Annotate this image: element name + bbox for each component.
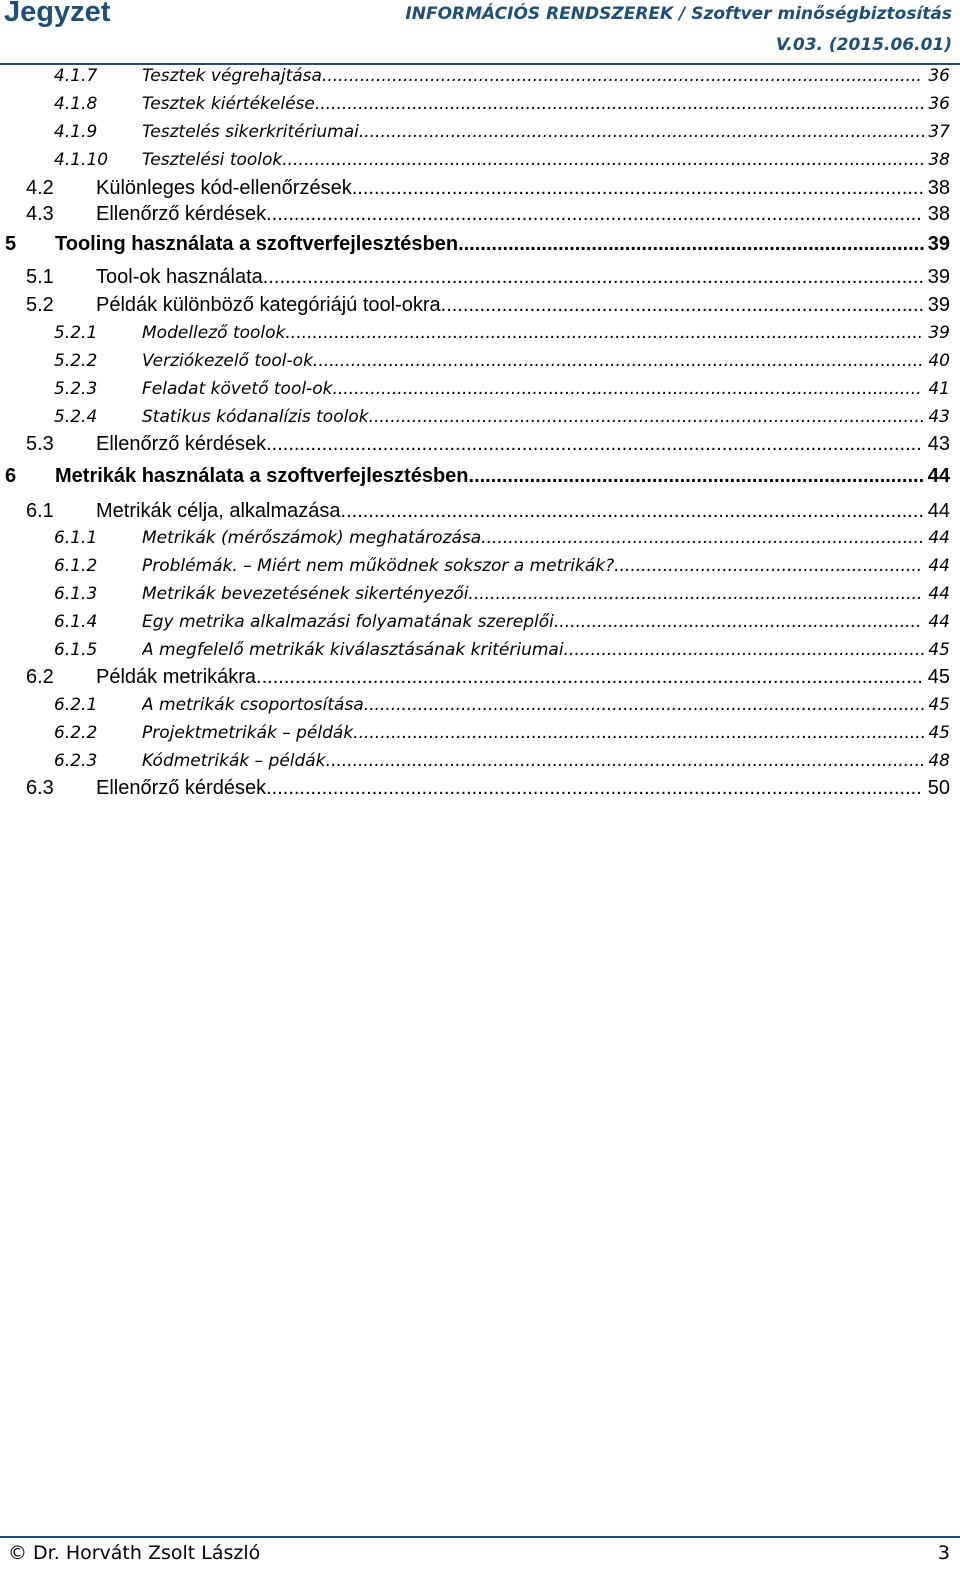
toc-entry-title: Tool-ok használata....................................................................................................................... <box>96 266 925 288</box>
toc-entry-number: 5 <box>5 233 17 255</box>
toc-entry-page: 37 <box>928 122 950 142</box>
toc-entry-title: Metrikák használata a szoftverfejlesztésben.................................................................................. <box>55 465 925 487</box>
toc-entry-page: 44 <box>928 556 950 576</box>
footer-author: © Dr. Horváth Zsolt László <box>8 1542 261 1564</box>
toc-entry-title: Verziókezelő tool-ok................................................................................................................. <box>142 351 924 371</box>
toc-entry-title: Példák különböző kategóriájú tool-okra....................................................................................... <box>96 294 925 316</box>
header-course-title: INFORMÁCIÓS RENDSZEREK / Szoftver minőségbiztosítás <box>405 4 952 24</box>
toc-entry-title: Metrikák célja, alkalmazása......................................................................................................... <box>96 500 924 522</box>
toc-entry-title: Tesztelési toolok....................................................................................................................... <box>142 150 926 170</box>
toc-entry[interactable] <box>0 640 960 666</box>
toc-entry-page: 36 <box>928 94 950 114</box>
toc-entry-title: Ellenőrző kérdések...................................................................................................................... <box>96 203 922 225</box>
toc-entry-title: A megfelelő metrikák kiválasztásának kritériumai................................................................... <box>142 640 926 660</box>
toc-entry-number: 6.1.5 <box>54 640 98 660</box>
toc-entry-number: 5.2 <box>26 294 54 316</box>
toc-entry-page: 38 <box>927 203 950 225</box>
toc-entry-page: 36 <box>928 66 950 86</box>
toc-entry-number: 5.2.3 <box>54 379 98 399</box>
toc-entry-number: 5.2.2 <box>54 351 98 371</box>
toc-entry[interactable] <box>0 122 960 148</box>
toc-entry-number: 5.2.1 <box>54 323 98 343</box>
toc-entry[interactable] <box>0 723 960 749</box>
toc-entry[interactable] <box>0 751 960 777</box>
toc-entry[interactable] <box>0 777 960 803</box>
toc-entry-title: Példák metrikákra........................................................................................................................ <box>96 666 923 688</box>
toc-entry-title: Kódmetrikák – példák............................................................................................................... <box>142 751 926 771</box>
toc-entry[interactable] <box>0 584 960 610</box>
toc-entry-page: 38 <box>928 150 950 170</box>
toc-entry-page: 39 <box>927 233 950 255</box>
toc-entry-number: 4.1.10 <box>54 150 109 170</box>
toc-entry-page: 44 <box>927 500 950 522</box>
toc-entry-page: 38 <box>927 177 950 199</box>
toc-entry[interactable] <box>0 666 960 692</box>
toc-entry-number: 6.1 <box>26 500 54 522</box>
toc-entry-title: Egy metrika alkalmazási folyamatának szereplői.................................................................... <box>142 612 922 632</box>
toc-entry-title: Feladat követő tool-ok............................................................................................................. <box>142 379 922 399</box>
toc-entry[interactable] <box>0 203 960 229</box>
toc-entry[interactable] <box>0 433 960 459</box>
toc-entry[interactable] <box>0 612 960 638</box>
toc-entry-number: 4.1.7 <box>54 66 98 86</box>
toc-entry-page: 45 <box>928 640 950 660</box>
toc-entry-page: 41 <box>928 379 950 399</box>
toc-entry-number: 5.2.4 <box>54 407 98 427</box>
toc-entry-number: 4.1.8 <box>54 94 98 114</box>
toc-entry[interactable] <box>0 323 960 349</box>
toc-entry-title: Projektmetrikák – példák.......................................................................................................... <box>142 723 926 743</box>
toc-entry-title: Tesztek végrehajtása............................................................................................................... <box>142 66 922 86</box>
toc-entry-number: 6.2 <box>26 666 54 688</box>
toc-entry-title: Metrikák (mérőszámok) meghatározása.................................................................................. <box>142 528 925 548</box>
document-title: Jegyzet <box>4 0 111 28</box>
toc-entry[interactable] <box>0 407 960 433</box>
toc-entry-number: 6 <box>5 465 17 487</box>
toc-entry[interactable] <box>0 66 960 92</box>
toc-entry[interactable] <box>0 556 960 582</box>
toc-entry-title: Problémák. – Miért nem működnek sokszor a metrikák?......................................................... <box>142 556 923 576</box>
toc-entry-number: 6.1.2 <box>54 556 98 576</box>
toc-entry-number: 5.3 <box>26 433 54 455</box>
toc-entry-number: 6.3 <box>26 777 54 799</box>
toc-entry-page: 40 <box>928 351 950 371</box>
toc-entry-title: A metrikák csoportosítása........................................................................................................ <box>142 695 926 715</box>
toc-entry-number: 6.2.2 <box>54 723 98 743</box>
toc-entry[interactable] <box>0 294 960 320</box>
toc-entry-title: Tesztelés sikerkritériumai......................................................................................................... <box>142 122 927 142</box>
toc-entry-page: 39 <box>928 323 950 343</box>
toc-entry-number: 5.1 <box>26 266 54 288</box>
toc-entry[interactable] <box>0 351 960 377</box>
toc-entry-title: Ellenőrző kérdések...................................................................................................................... <box>96 433 922 455</box>
toc-entry-number: 4.1.9 <box>54 122 98 142</box>
footer-divider <box>0 1536 960 1538</box>
toc-entry-page: 44 <box>928 612 950 632</box>
toc-entry-number: 6.1.1 <box>54 528 98 548</box>
toc-entry-page: 45 <box>928 723 950 743</box>
toc-entry[interactable] <box>0 500 960 526</box>
toc-entry[interactable] <box>0 233 960 259</box>
toc-entry-page: 43 <box>927 433 950 455</box>
toc-entry[interactable] <box>0 465 960 491</box>
toc-entry[interactable] <box>0 528 960 554</box>
toc-entry[interactable] <box>0 266 960 292</box>
toc-entry[interactable] <box>0 379 960 405</box>
toc-entry-page: 43 <box>928 407 950 427</box>
toc-entry-number: 6.2.1 <box>54 695 98 715</box>
toc-entry-page: 39 <box>927 266 950 288</box>
toc-entry-page: 44 <box>928 584 950 604</box>
toc-entry-number: 6.1.3 <box>54 584 98 604</box>
toc-entry-title: Modellező toolok...................................................................................................................... <box>142 323 924 343</box>
toc-entry-page: 39 <box>927 294 950 316</box>
toc-entry-title: Különleges kód-ellenőrzések....................................................................................................... <box>96 177 925 199</box>
footer-page-number: 3 <box>937 1542 950 1564</box>
toc-entry-number: 6.2.3 <box>54 751 98 771</box>
toc-entry[interactable] <box>0 695 960 721</box>
toc-entry-page: 44 <box>928 528 950 548</box>
header-version: V.03. (2015.06.01) <box>775 35 952 55</box>
page-footer <box>0 1536 960 1577</box>
toc-entry-page: 48 <box>928 751 950 771</box>
toc-entry-title: Ellenőrző kérdések...................................................................................................................... <box>96 777 922 799</box>
toc-entry[interactable] <box>0 150 960 176</box>
toc-entry-page: 50 <box>927 777 950 799</box>
toc-entry[interactable] <box>0 177 960 203</box>
toc-entry-number: 4.2 <box>26 177 54 199</box>
toc-entry-title: Tooling használata a szoftverfejlesztésben.................................................................................... <box>55 233 925 255</box>
toc-entry-number: 4.3 <box>26 203 54 225</box>
toc-entry-title: Metrikák bevezetésének sikertényezői.................................................................................... <box>142 584 923 604</box>
toc-entry-page: 45 <box>928 695 950 715</box>
toc-entry[interactable] <box>0 94 960 120</box>
toc-entry-page: 45 <box>927 666 950 688</box>
toc-entry-title: Tesztek kiértékelése................................................................................................................. <box>142 94 926 114</box>
toc-entry-number: 6.1.4 <box>54 612 98 632</box>
toc-entry-title: Statikus kódanalízis toolok....................................................................................................... <box>142 407 926 427</box>
toc-entry-page: 44 <box>927 465 950 487</box>
